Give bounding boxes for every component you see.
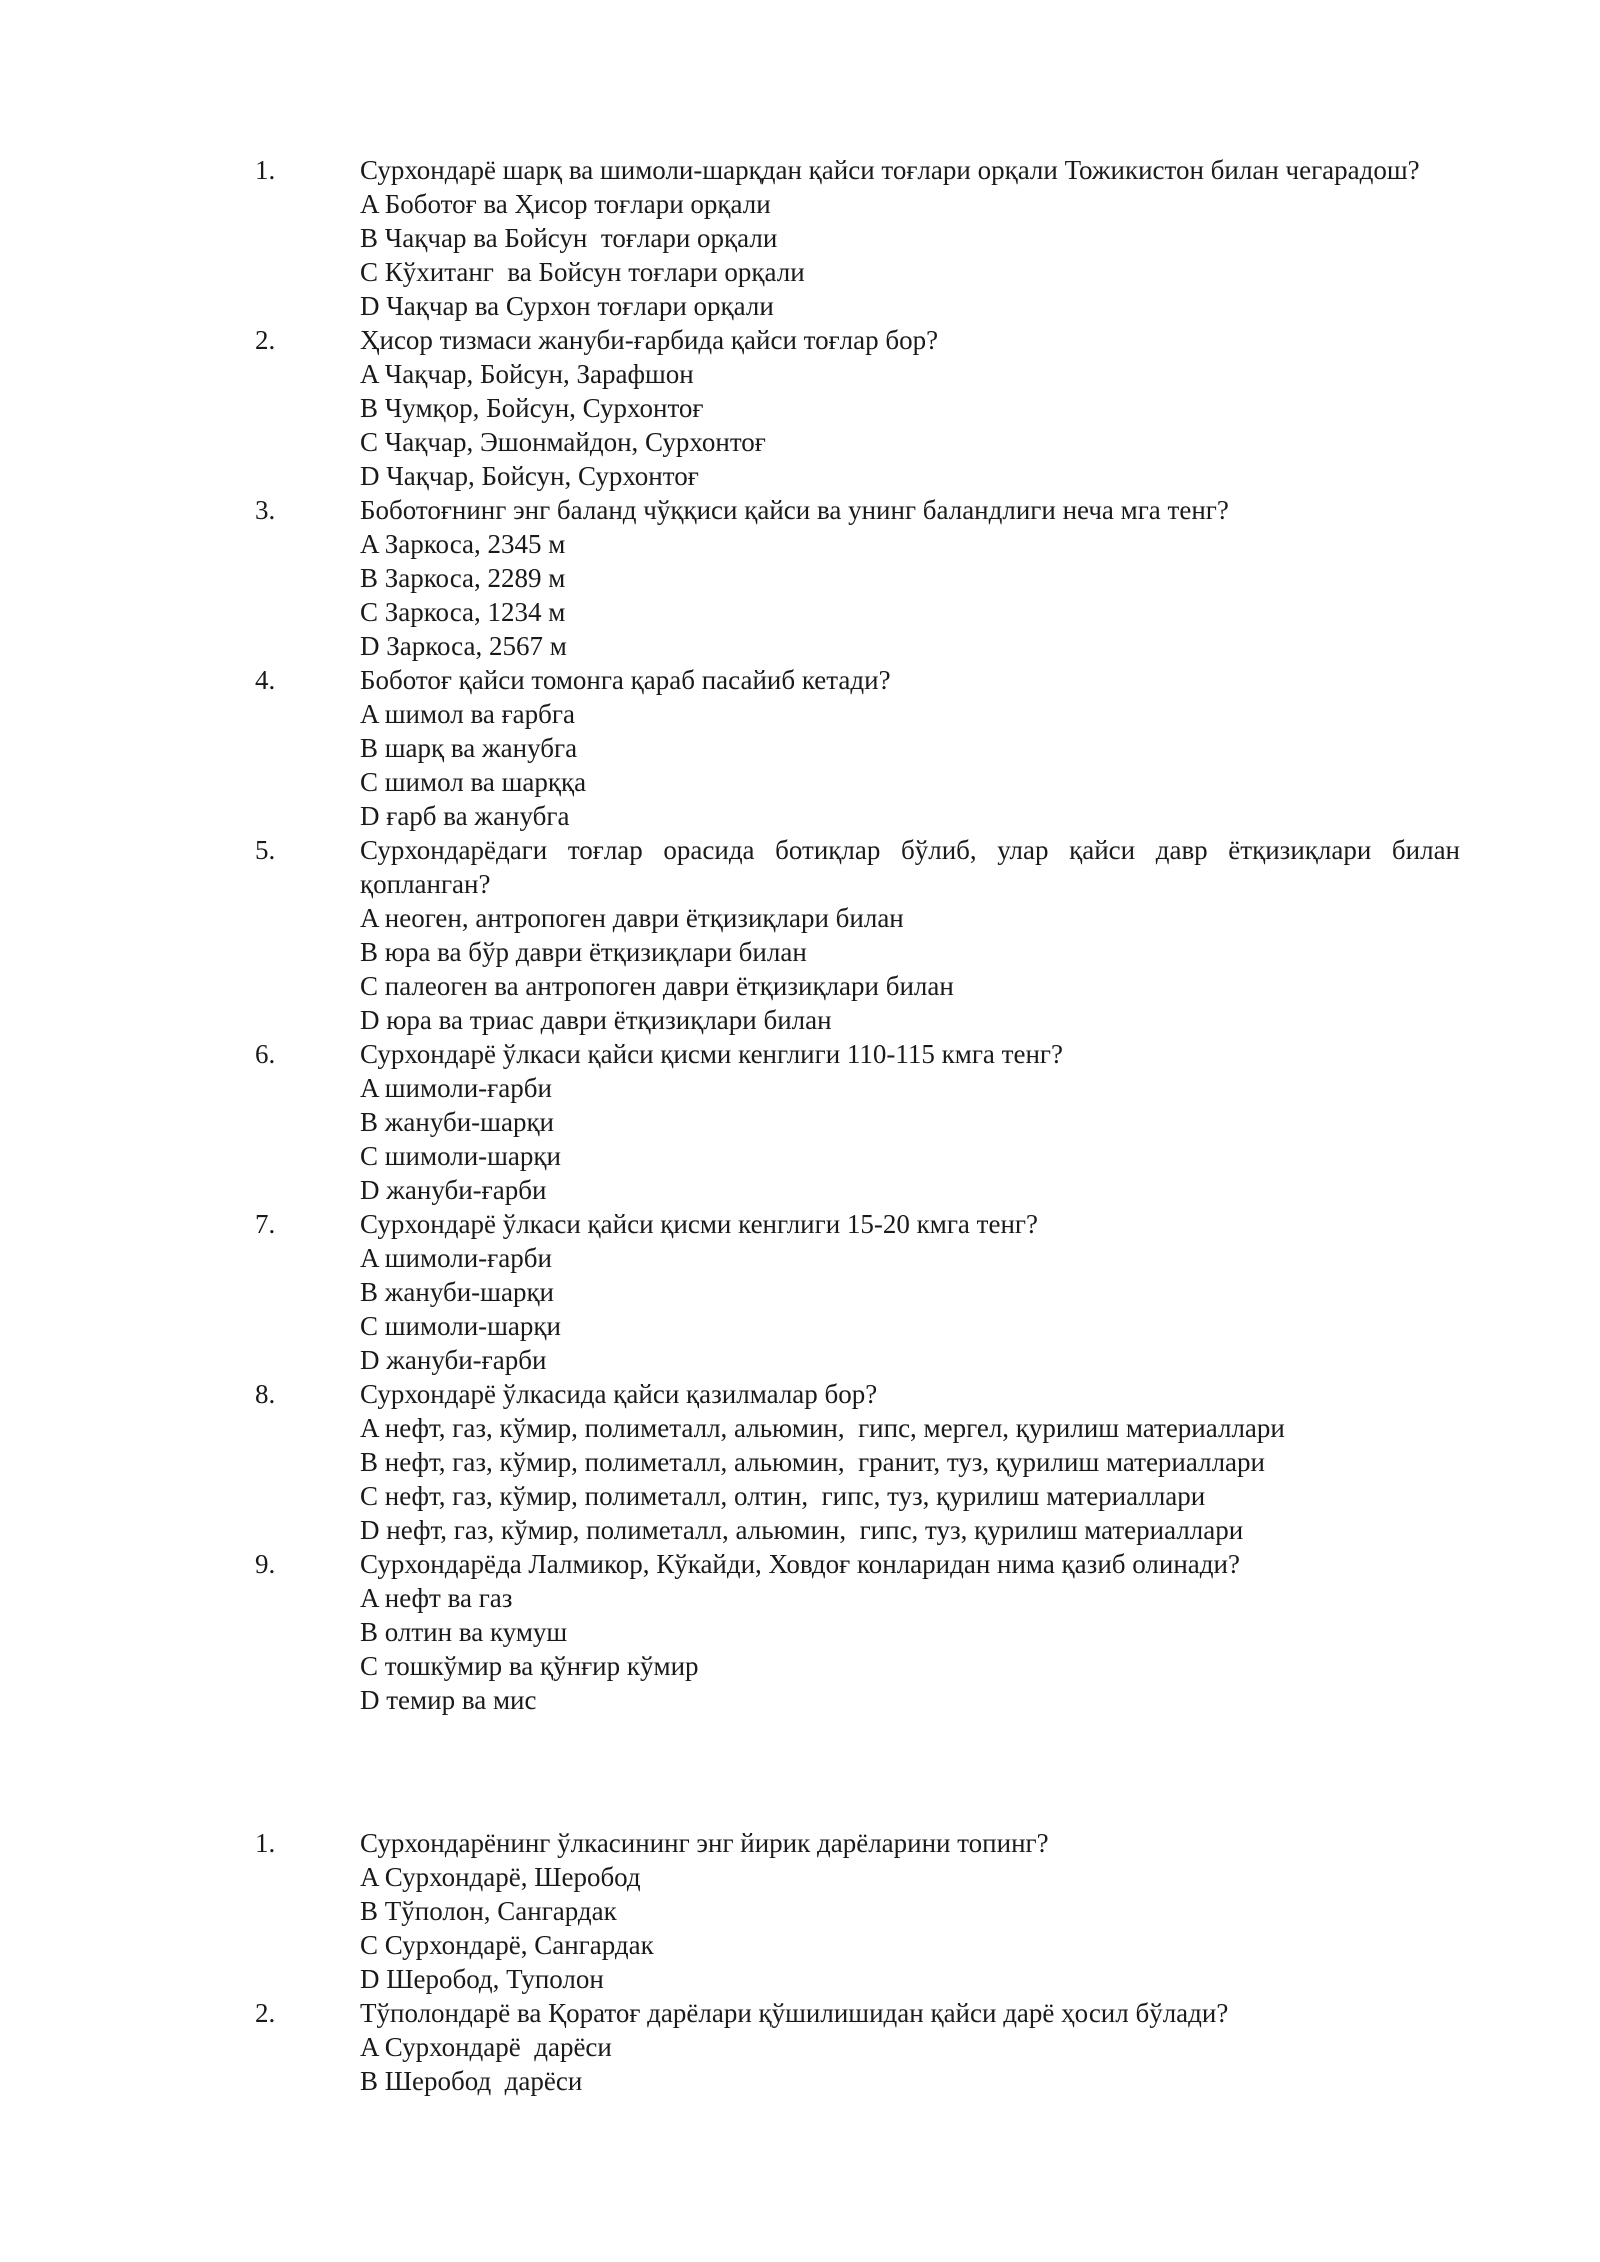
question-number: 2. bbox=[255, 1998, 276, 2028]
answer-option: A неоген, антропоген даври ётқизиқлари билан bbox=[360, 903, 904, 933]
answer-option: C палеоген ва антропоген даври ётқизиқлари билан bbox=[360, 971, 954, 1001]
answer-option: D ғарб ва жанубга bbox=[360, 801, 570, 831]
question-number: 6. bbox=[255, 1039, 276, 1069]
question-number: 8. bbox=[255, 1379, 276, 1409]
question-number: 3. bbox=[255, 495, 276, 525]
answer-option: D Чақчар ва Сурхон тоғлари орқали bbox=[360, 291, 774, 321]
question-number: 2. bbox=[255, 325, 276, 355]
question-item bbox=[0, 1377, 1600, 1547]
question-text: Боботоғнинг энг баланд чўққиси қайси ва унинг баландлиги неча мга тенг? bbox=[360, 495, 1229, 525]
question-text: Сурхондарёда Лалмикор, Кўкайди, Ховдоғ конларидан нима қазиб олинади? bbox=[360, 1549, 1240, 1579]
question-item bbox=[0, 1207, 1600, 1377]
question-text: Боботоғ қайси томонга қараб пасайиб кетади? bbox=[360, 665, 891, 695]
question-text: Ҳисор тизмаси жануби-ғарбида қайси тоғлар бор? bbox=[360, 325, 939, 355]
answer-option: A Сурхондарё дарёси bbox=[360, 2032, 612, 2062]
question-number: 9. bbox=[255, 1549, 276, 1579]
answer-option: C Кўхитанг ва Бойсун тоғлари орқали bbox=[360, 257, 805, 287]
answer-option: B Тўполон, Сангардак bbox=[360, 1896, 617, 1926]
question-text: Сурхондарё ўлкаси қайси қисми кенглиги 15-20 кмга тенг? bbox=[360, 1209, 1038, 1239]
answer-option: B Чақчар ва Бойсун тоғлари орқали bbox=[360, 223, 778, 253]
question-text: Сурхондарё ўлкасида қайси қазилмалар бор? bbox=[360, 1379, 878, 1409]
answer-option: C тошкўмир ва қўнғир кўмир bbox=[360, 1651, 699, 1681]
question-number: 1. bbox=[255, 155, 276, 185]
question-body bbox=[360, 493, 1460, 663]
answer-option: A шимоли-ғарби bbox=[360, 1073, 552, 1103]
question-text: Сурхондарёнинг ўлкасининг энг йирик дарёларини топинг? bbox=[360, 1828, 1049, 1858]
question-section-1 bbox=[0, 153, 1600, 1717]
answer-option: D юра ва триас даври ётқизиқлари билан bbox=[360, 1005, 832, 1035]
question-body bbox=[360, 153, 1460, 323]
answer-option: A Сурхондарё, Шеробод bbox=[360, 1862, 641, 1892]
question-text: Сурхондарё шарқ ва шимоли-шарқдан қайси тоғлари орқали Тожикистон билан чегарадош? bbox=[360, 155, 1420, 185]
answer-option: A Боботоғ ва Ҳисор тоғлари орқали bbox=[360, 189, 771, 219]
question-body bbox=[360, 1037, 1460, 1207]
question-body bbox=[360, 1826, 1460, 1996]
answer-option: B Шеробод дарёси bbox=[360, 2066, 583, 2096]
answer-option: D темир ва мис bbox=[360, 1685, 537, 1715]
question-body bbox=[360, 1547, 1460, 1717]
question-body bbox=[360, 323, 1460, 493]
question-body bbox=[360, 663, 1460, 833]
answer-option: A нефт ва газ bbox=[360, 1583, 513, 1613]
question-number: 5. bbox=[255, 835, 276, 865]
answer-option: A шимол ва ғарбга bbox=[360, 699, 575, 729]
answer-option: A нефт, газ, кўмир, полиметалл, альюмин, гипс, мергел, қурилиш материаллари bbox=[360, 1413, 1285, 1443]
answer-option: C Чақчар, Эшонмайдон, Сурхонтоғ bbox=[360, 427, 766, 457]
question-body bbox=[360, 1996, 1460, 2098]
answer-option: B нефт, газ, кўмир, полиметалл, альюмин, гранит, туз, қурилиш материаллари bbox=[360, 1447, 1265, 1477]
question-item bbox=[0, 1996, 1600, 2098]
answer-option: D Чақчар, Бойсун, Сурхонтоғ bbox=[360, 461, 699, 491]
question-number: 1. bbox=[255, 1828, 276, 1858]
answer-option: B юра ва бўр даври ётқизиқлари билан bbox=[360, 937, 807, 967]
question-item bbox=[0, 1547, 1600, 1717]
answer-option: D жануби-ғарби bbox=[360, 1345, 547, 1375]
question-text: Тўполондарё ва Қоратоғ дарёлари қўшилишидан қайси дарё ҳосил бўлади? bbox=[360, 1998, 1229, 2028]
question-item bbox=[0, 323, 1600, 493]
answer-option: B олтин ва кумуш bbox=[360, 1617, 568, 1647]
answer-option: C Заркоса, 1234 м bbox=[360, 597, 566, 627]
question-text: Сурхондарёдаги тоғлар орасида ботиқлар бўлиб, улар қайси давр ётқизиқлари билан қопланган? bbox=[360, 835, 1460, 899]
answer-option: D нефт, газ, кўмир, полиметалл, альюмин, гипс, туз, қурилиш материаллари bbox=[360, 1515, 1244, 1545]
answer-option: B Чумқор, Бойсун, Сурхонтоғ bbox=[360, 393, 704, 423]
answer-option: B Заркоса, 2289 м bbox=[360, 563, 566, 593]
answer-option: A Заркоса, 2345 м bbox=[360, 529, 566, 559]
question-item bbox=[0, 153, 1600, 323]
answer-option: C нефт, газ, кўмир, полиметалл, олтин, гипс, туз, қурилиш материаллари bbox=[360, 1481, 1206, 1511]
answer-option: D Заркоса, 2567 м bbox=[360, 631, 567, 661]
question-item bbox=[0, 493, 1600, 663]
question-item bbox=[0, 663, 1600, 833]
question-body bbox=[360, 833, 1460, 1037]
question-text: Сурхондарё ўлкаси қайси қисми кенглиги 110-115 кмга тенг? bbox=[360, 1039, 1063, 1069]
answer-option: A шимоли-ғарби bbox=[360, 1243, 552, 1273]
question-item bbox=[0, 1826, 1600, 1996]
question-section-2 bbox=[0, 1826, 1600, 2098]
answer-option: B жануби-шарқи bbox=[360, 1107, 555, 1137]
answer-option: A Чақчар, Бойсун, Зарафшон bbox=[360, 359, 694, 389]
question-body bbox=[360, 1377, 1460, 1547]
answer-option: B жануби-шарқи bbox=[360, 1277, 555, 1307]
answer-option: C шимоли-шарқи bbox=[360, 1311, 561, 1341]
question-number: 4. bbox=[255, 665, 276, 695]
answer-option: C Сурхондарё, Сангардак bbox=[360, 1930, 654, 1960]
question-body bbox=[360, 1207, 1460, 1377]
answer-option: D жануби-ғарби bbox=[360, 1175, 547, 1205]
question-item bbox=[0, 833, 1600, 1037]
answer-option: C шимол ва шарққа bbox=[360, 767, 587, 797]
question-number: 7. bbox=[255, 1209, 276, 1239]
question-item bbox=[0, 1037, 1600, 1207]
answer-option: C шимоли-шарқи bbox=[360, 1141, 561, 1171]
answer-option: D Шеробод, Туполон bbox=[360, 1964, 604, 1994]
answer-option: B шарқ ва жанубга bbox=[360, 733, 578, 763]
